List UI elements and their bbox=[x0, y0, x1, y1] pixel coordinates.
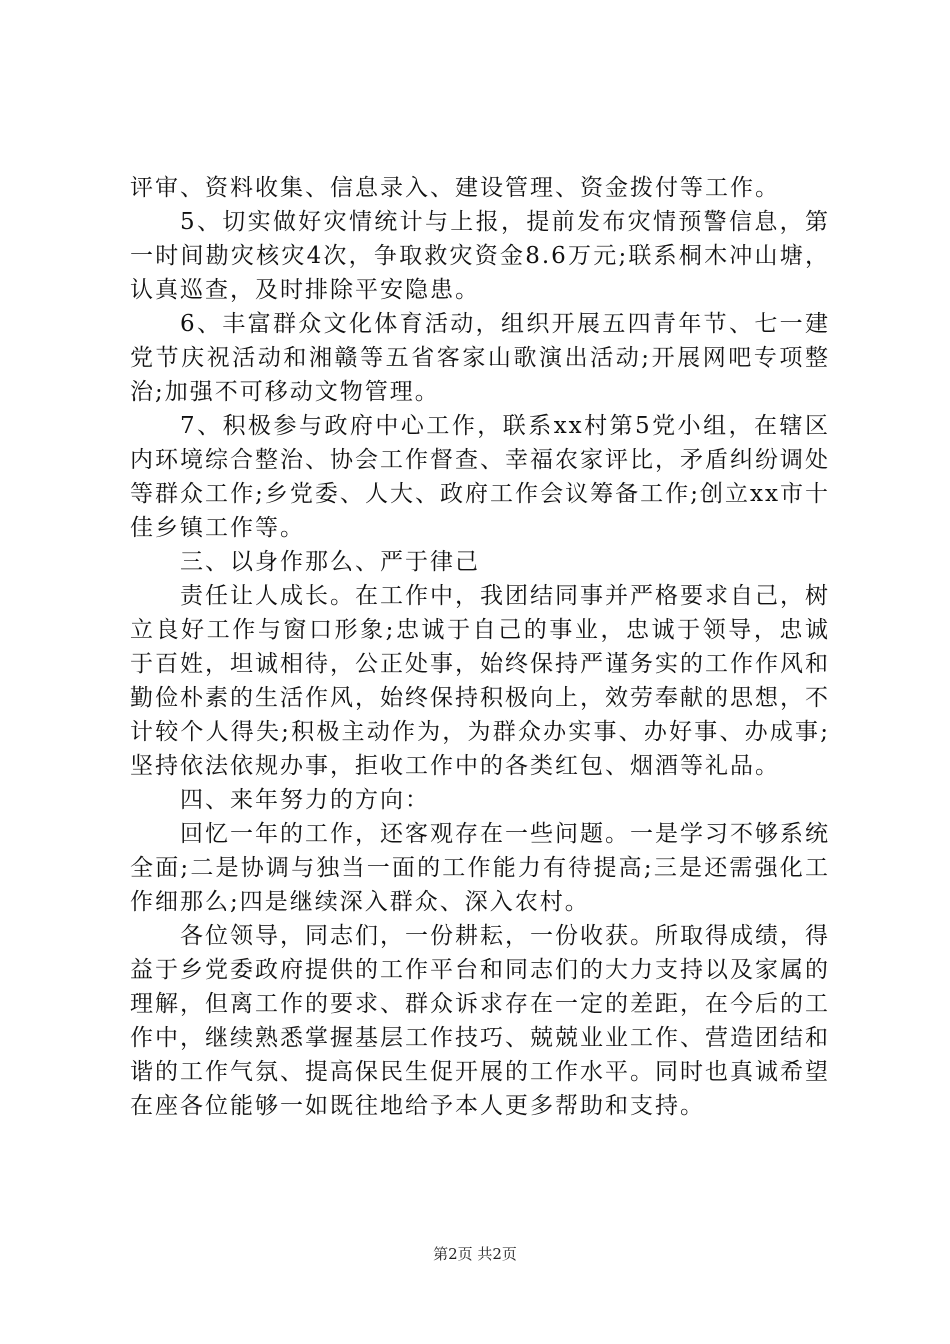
paragraph-responsibility: 责任让人成长。在工作中，我团结同事并严格要求自己，树立良好工作与窗口形象;忠诚于自己的事业，忠诚于领导，忠诚于百姓，坦诚相待，公正处事，始终保持严谨务实的工作作风和勤俭朴素的生活作风，始终保持积极向上，效劳奉献的思想，不计较个人得失;积极主动作为，为群众办实事、办好事、办成事;坚持依法依规办事，拒收工作中的各类红包、烟酒等礼品。 bbox=[130, 583, 830, 779]
paragraph-closing: 各位领导，同志们，一份耕耘，一份收获。所取得成绩，得益于乡党委政府提供的工作平台和同志们的大力支持以及家属的理解，但离工作的要求、群众诉求存在一定的差距，在今后的工作中，继续熟悉掌握基层工作技巧、兢兢业业工作、营造团结和谐的工作气氛、提高保民生促开展的工作水平。同时也真诚希望在座各位能够一如既往地给予本人更多帮助和支持。 bbox=[130, 923, 830, 1119]
section-heading-4: 四、来年努力的方向： bbox=[180, 787, 430, 813]
section-heading-3: 三、以身作那么、严于律己 bbox=[180, 549, 480, 575]
paragraph-continuation: 评审、资料收集、信息录入、建设管理、资金拨付等工作。 bbox=[130, 175, 780, 201]
paragraph-item-7-government: 7、积极参与政府中心工作，联系xx村第5党小组，在辖区内环境综合整治、协会工作督查、幸福农家评比，矛盾纠纷调处等群众工作;乡党委、人大、政府工作会议筹备工作;创立xx市十佳乡镇工作等。 bbox=[130, 413, 830, 541]
paragraph-item-5-disaster: 5、切实做好灾情统计与上报，提前发布灾情预警信息，第一时间勘灾核灾4次，争取救灾资金8.6万元;联系桐木冲山塘，认真巡查，及时排除平安隐患。 bbox=[130, 209, 830, 303]
paragraph-item-6-culture: 6、丰富群众文化体育活动，组织开展五四青年节、七一建党节庆祝活动和湘赣等五省客家山歌演出活动;开展网吧专项整治;加强不可移动文物管理。 bbox=[130, 311, 830, 405]
page-footer: 第2页 共2页 bbox=[433, 1245, 517, 1263]
paragraph-review: 回忆一年的工作，还客观存在一些问题。一是学习不够系统全面;二是协调与独当一面的工作能力有待提高;三是还需强化工作细那么;四是继续深入群众、深入农村。 bbox=[130, 821, 830, 915]
document-body bbox=[130, 171, 830, 1123]
